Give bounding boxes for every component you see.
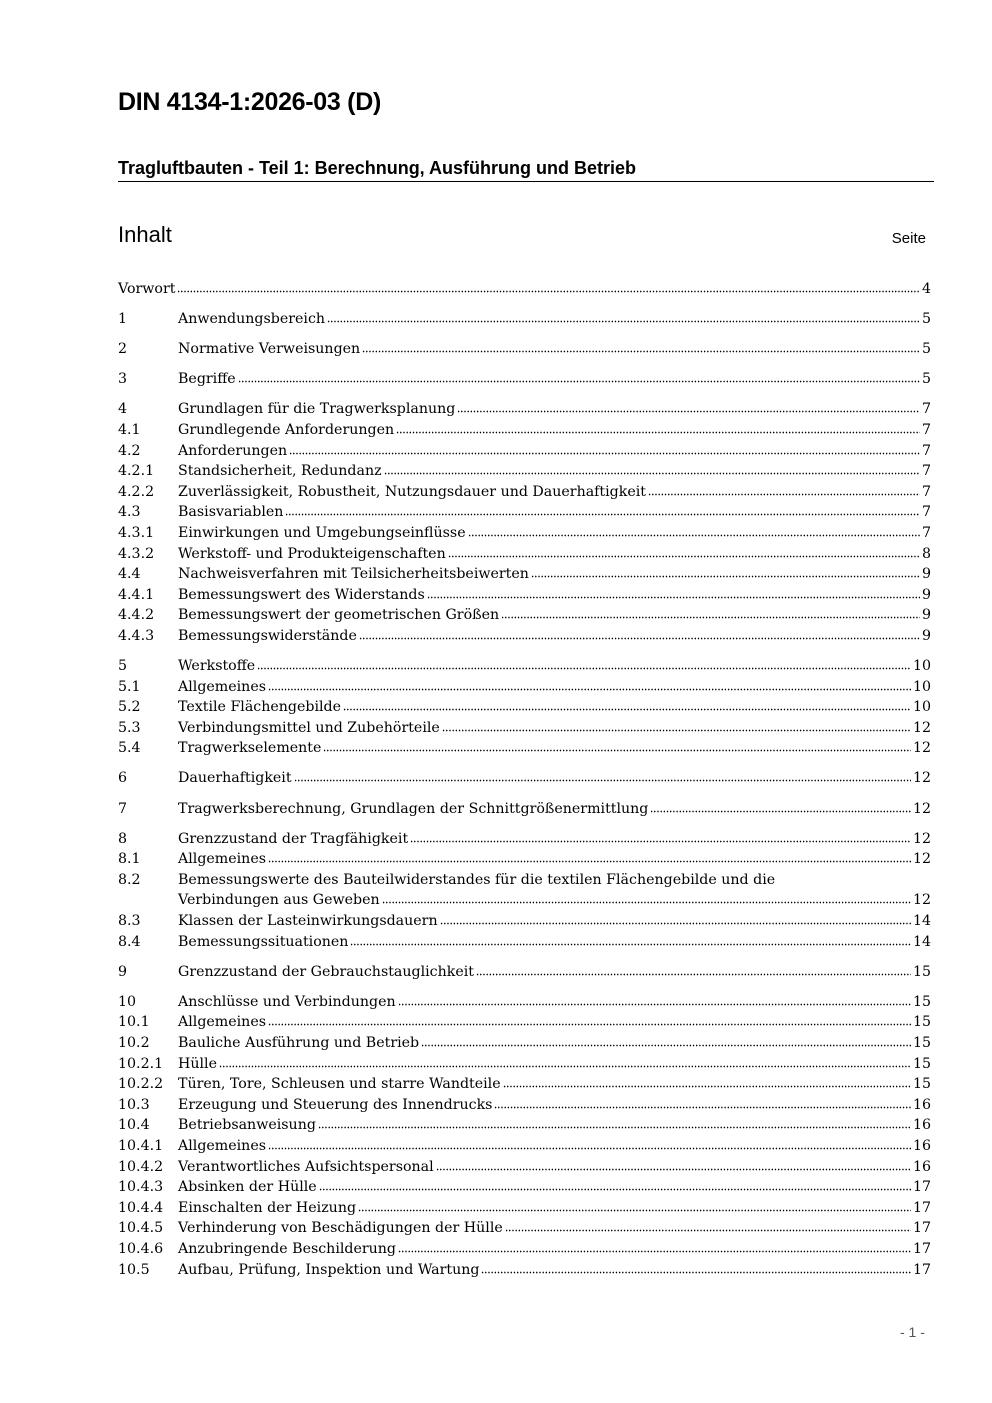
toc-entry-number: 10.1	[118, 1014, 150, 1031]
toc-entry-page: 15	[912, 1055, 931, 1072]
toc-entry-title: Bauliche Ausführung und Betrieb	[178, 1035, 420, 1051]
dot-leader	[382, 892, 911, 904]
toc-entry-page: 4	[921, 281, 931, 297]
toc-entry-page: 16	[912, 1117, 931, 1134]
toc-entry[interactable]	[118, 768, 931, 789]
toc-entry-title: Standsicherheit, Redundanz	[178, 463, 382, 480]
toc-entry-page: 8	[921, 545, 931, 562]
toc-entry-number: 10.3	[118, 1096, 150, 1113]
toc-entry-page: 14	[912, 913, 931, 930]
toc-entry[interactable]	[118, 605, 931, 626]
toc-entry[interactable]	[118, 399, 931, 420]
dot-leader	[285, 504, 920, 516]
toc-entry-number: 8	[118, 830, 128, 847]
toc-entry-title: Anwendungsbereich	[178, 311, 326, 328]
toc-entry-number: 5.3	[118, 719, 141, 736]
dot-leader	[268, 851, 911, 863]
toc-entry[interactable]	[118, 369, 931, 390]
toc-entry-number: 5.1	[118, 678, 141, 695]
toc-entry-title: Allgemeines	[178, 678, 266, 695]
toc-entry[interactable]	[118, 339, 931, 360]
toc-entry[interactable]	[118, 1033, 931, 1054]
toc-entry-number: 4.3.2	[118, 545, 155, 562]
toc-entry-page: 10	[912, 658, 931, 674]
toc-entry-title: Türen, Tore, Schleusen und starre Wandteile	[178, 1076, 501, 1093]
toc-entry-title: Bemessungswiderstände	[178, 627, 357, 644]
toc-entry[interactable]	[118, 1054, 931, 1075]
toc-entry-number: 5.2	[118, 699, 141, 716]
toc-entry-number: 4.4	[118, 566, 141, 583]
toc-entry-page: 7	[921, 463, 931, 480]
toc-entry[interactable]	[118, 1218, 931, 1239]
toc-page-label: Seite	[891, 230, 926, 247]
toc-entry-number: 7	[118, 800, 128, 817]
document-id: DIN 4134-1:2026-03 (D)	[118, 88, 381, 116]
dot-leader	[268, 1138, 911, 1150]
dot-leader	[501, 607, 920, 619]
toc-entry[interactable]	[118, 482, 931, 503]
dot-leader	[327, 311, 920, 323]
dot-leader	[358, 1200, 911, 1212]
toc-entry-number: 8.3	[118, 913, 141, 930]
toc-entry[interactable]	[118, 523, 931, 544]
toc-entry-number: 5	[118, 658, 128, 674]
dot-leader	[448, 546, 920, 558]
dot-leader	[494, 1097, 910, 1109]
toc-entry-page: 7	[921, 442, 931, 459]
toc-entry-title: Anschlüsse und Verbindungen	[178, 993, 396, 1010]
dot-leader	[384, 463, 920, 475]
toc-entry-page: 10	[912, 678, 931, 695]
dot-leader	[343, 699, 911, 711]
toc-entry-title: Verbindungsmittel und Zubehörteile	[178, 719, 440, 736]
toc-entry[interactable]	[118, 849, 931, 870]
toc-entry-page: 15	[912, 1076, 931, 1093]
toc-entry[interactable]	[118, 1198, 931, 1219]
dot-leader	[648, 484, 920, 496]
toc-entry-title: Hülle	[178, 1055, 217, 1072]
toc-entry-title: Grenzzustand der Gebrauchstauglichkeit	[178, 963, 474, 980]
dot-leader	[219, 1056, 911, 1068]
toc-entry-number: 4.1	[118, 421, 141, 438]
toc-entry-title: Grenzzustand der Tragfähigkeit	[178, 830, 409, 847]
dot-leader	[505, 1220, 911, 1232]
toc-entry-page: 15	[912, 963, 931, 980]
toc-entry[interactable]	[118, 911, 931, 932]
toc-entry-title: Grundlegende Anforderungen	[178, 421, 395, 438]
toc-entry-number: 9	[118, 963, 128, 980]
toc-entry-number: 10.4.5	[118, 1220, 164, 1237]
toc-entry-page: 17	[912, 1261, 931, 1278]
dot-leader	[289, 443, 920, 455]
toc-entry-number: 4.2.2	[118, 483, 155, 500]
toc-entry-number: 10.4	[118, 1117, 150, 1134]
toc-entry[interactable]	[118, 1177, 931, 1198]
toc-entry-number: 4.4.1	[118, 586, 155, 603]
toc-entry-title: Dauerhaftigkeit	[178, 770, 292, 787]
dot-leader	[238, 371, 920, 383]
toc-entry-title: Anzubringende Beschilderung	[178, 1240, 397, 1257]
toc-entry-number: 5.4	[118, 740, 141, 757]
toc-entry-number: 4	[118, 401, 128, 418]
table-of-contents	[118, 279, 931, 1280]
dot-leader	[427, 587, 920, 599]
toc-header	[118, 222, 926, 252]
toc-entry[interactable]	[118, 697, 931, 718]
toc-entry-number: 1	[118, 311, 128, 328]
dot-leader	[442, 720, 911, 732]
toc-entry-title: Klassen der Lasteinwirkungsdauern	[178, 913, 438, 930]
toc-entry-title: Vorwort	[118, 281, 176, 297]
toc-entry-number: 8.4	[118, 933, 141, 950]
toc-entry-page: 12	[912, 892, 931, 909]
toc-entry-title: Normative Verweisungen	[178, 341, 361, 358]
toc-entry-number: 10.4.3	[118, 1179, 164, 1196]
toc-entry[interactable]	[118, 992, 931, 1013]
toc-entry-number: 10.2.2	[118, 1076, 164, 1093]
toc-entry-page: 12	[912, 800, 931, 817]
dot-leader	[318, 1117, 911, 1129]
dot-leader	[440, 913, 911, 925]
page-number: - 1 -	[900, 1324, 925, 1340]
dot-leader	[398, 994, 911, 1006]
dot-leader	[359, 628, 920, 640]
toc-entry-title: Begriffe	[178, 371, 236, 388]
toc-entry-number: 4.2	[118, 442, 141, 459]
toc-entry[interactable]	[118, 309, 931, 330]
toc-entry-title: Werkstoff- und Produkteigenschaften	[178, 545, 446, 562]
toc-entry-number: 2	[118, 341, 128, 358]
toc-entry-number: 3	[118, 371, 128, 388]
toc-entry-title: Tragwerkselemente	[178, 740, 322, 757]
toc-entry[interactable]	[118, 738, 931, 759]
toc-entry-number: 10.5	[118, 1261, 150, 1278]
toc-entry-title: Erzeugung und Steuerung des Innendrucks	[178, 1096, 493, 1113]
toc-entry-number: 10.2	[118, 1035, 150, 1051]
toc-entry-number: 4.4.2	[118, 607, 155, 624]
toc-entry-page: 16	[912, 1096, 931, 1113]
toc-entry[interactable]	[118, 1095, 931, 1116]
toc-entry-number: 10.4.6	[118, 1240, 164, 1257]
toc-entry-page: 5	[921, 371, 931, 388]
toc-entry-title: Allgemeines	[178, 851, 266, 868]
dot-leader	[481, 1262, 910, 1274]
toc-entry-title: Betriebsanweisung	[178, 1117, 316, 1134]
toc-entry-page: 9	[921, 566, 931, 583]
toc-entry-title: Bemessungswert des Widerstands	[178, 586, 425, 603]
dot-leader	[410, 831, 911, 843]
toc-entry-number: 10.2.1	[118, 1055, 164, 1072]
toc-heading: Inhalt	[118, 222, 172, 247]
toc-entry-title: Einwirkungen und Umgebungseinflüsse	[178, 524, 466, 541]
dot-leader	[421, 1035, 911, 1047]
toc-entry-page: 10	[912, 699, 931, 716]
toc-entry-page: 16	[912, 1137, 931, 1154]
toc-entry-title: Allgemeines	[178, 1137, 266, 1154]
toc-entry-page: 12	[912, 770, 931, 787]
toc-entry-page: 12	[912, 740, 931, 757]
toc-entry-title: Absinken der Hülle	[178, 1179, 317, 1196]
toc-entry-page: 12	[912, 851, 931, 868]
toc-entry[interactable]	[118, 1157, 931, 1178]
toc-entry-title: Allgemeines	[178, 1014, 266, 1031]
toc-entry-page: 7	[921, 524, 931, 541]
toc-entry-page: 12	[912, 719, 931, 736]
dot-leader	[398, 1241, 911, 1253]
toc-entry-title: Verbindungen aus Geweben	[178, 892, 380, 909]
dot-leader	[350, 934, 911, 946]
toc-entry-title: Einschalten der Heizung	[178, 1199, 357, 1216]
toc-entry-page: 14	[912, 933, 931, 950]
toc-entry-number: 10.4.2	[118, 1158, 164, 1175]
toc-entry[interactable]	[118, 441, 931, 462]
toc-entry[interactable]	[118, 962, 931, 983]
toc-entry-number: 4.2.1	[118, 463, 155, 480]
dot-leader	[503, 1076, 911, 1088]
dot-leader	[362, 341, 920, 353]
toc-entry-page: 9	[921, 607, 931, 624]
toc-entry-page: 17	[912, 1199, 931, 1216]
toc-entry-title: Werkstoffe	[178, 658, 256, 674]
toc-entry-page: 17	[912, 1220, 931, 1237]
toc-entry-title: Tragwerksberechnung, Grundlagen der Schnittgrößenermittlung	[178, 800, 649, 817]
toc-entry-title: Bemessungssituationen	[178, 933, 349, 950]
toc-entry-title: Basisvariablen	[178, 504, 284, 521]
document-title: Tragluftbauten - Teil 1: Berechnung, Ausführung und Betrieb	[118, 158, 934, 182]
toc-entry[interactable]	[118, 1136, 931, 1157]
toc-entry[interactable]	[118, 502, 931, 523]
toc-entry-page: 9	[921, 627, 931, 644]
dot-leader	[396, 422, 920, 434]
toc-entry-page: 9	[921, 586, 931, 603]
toc-entry-number: 6	[118, 770, 128, 787]
toc-entry-page: 15	[912, 1035, 931, 1051]
dot-leader	[177, 281, 920, 293]
toc-entry-page: 7	[921, 504, 931, 521]
toc-entry[interactable]	[118, 677, 931, 698]
toc-entry[interactable]	[118, 420, 931, 441]
toc-entry-title: Zuverlässigkeit, Robustheit, Nutzungsdauer und Dauerhaftigkeit	[178, 483, 646, 500]
dot-leader	[468, 525, 920, 537]
toc-entry-title: Aufbau, Prüfung, Inspektion und Wartung	[178, 1261, 480, 1278]
toc-entry-page: 15	[912, 1014, 931, 1031]
toc-entry-page: 17	[912, 1179, 931, 1196]
toc-entry-page: 17	[912, 1240, 931, 1257]
toc-entry-title: Grundlagen für die Tragwerksplanung	[178, 401, 456, 418]
toc-entry-page: 7	[921, 401, 931, 418]
dot-leader	[294, 770, 911, 782]
toc-entry-page: 15	[912, 993, 931, 1010]
toc-entry-number: 10.4.1	[118, 1137, 164, 1154]
toc-entry[interactable]	[118, 829, 931, 850]
toc-entry-page: 7	[921, 483, 931, 500]
toc-entry-page: 5	[921, 341, 931, 358]
toc-entry[interactable]	[118, 279, 931, 300]
toc-entry-number: 10	[118, 993, 137, 1010]
toc-entry-title: Nachweisverfahren mit Teilsicherheitsbeiwerten	[178, 566, 529, 583]
toc-entry-title-line1: Bemessungswerte des Bauteilwiderstandes für die textilen Flächengebilde und die	[178, 871, 776, 888]
toc-entry[interactable]	[118, 626, 931, 647]
toc-entry-page: 7	[921, 421, 931, 438]
toc-entry-title: Bemessungswert der geometrischen Größen	[178, 607, 500, 624]
toc-entry[interactable]	[118, 870, 931, 911]
toc-entry-number: 10.4.4	[118, 1199, 164, 1216]
toc-entry-title: Verantwortliches Aufsichtspersonal	[178, 1158, 434, 1175]
dot-leader	[457, 401, 920, 413]
dot-leader	[531, 566, 920, 578]
toc-entry[interactable]	[118, 799, 931, 820]
toc-entry[interactable]	[118, 1074, 931, 1095]
toc-entry-number: 4.3	[118, 504, 141, 521]
toc-entry[interactable]	[118, 564, 931, 585]
dot-leader	[476, 964, 911, 976]
dot-leader	[257, 658, 911, 670]
toc-entry[interactable]	[118, 1260, 931, 1281]
toc-entry[interactable]	[118, 544, 931, 565]
toc-entry-title: Textile Flächengebilde	[178, 699, 342, 716]
toc-entry-number: 8.2	[118, 871, 141, 888]
dot-leader	[268, 679, 911, 691]
toc-entry-page: 5	[921, 311, 931, 328]
toc-entry-title: Verhinderung von Beschädigungen der Hülle	[178, 1220, 503, 1237]
toc-entry[interactable]	[118, 1012, 931, 1033]
dot-leader	[268, 1014, 911, 1026]
dot-leader	[319, 1179, 911, 1191]
toc-entry-number: 4.4.3	[118, 627, 155, 644]
toc-entry-page: 16	[912, 1158, 931, 1175]
toc-entry[interactable]	[118, 656, 931, 677]
toc-entry-number: 4.3.1	[118, 524, 155, 541]
toc-entry[interactable]	[118, 585, 931, 606]
toc-entry-page: 12	[912, 830, 931, 847]
toc-entry[interactable]	[118, 461, 931, 482]
toc-entry-number: 8.1	[118, 851, 141, 868]
dot-leader	[323, 740, 911, 752]
dot-leader	[436, 1159, 911, 1171]
toc-entry[interactable]	[118, 1239, 931, 1260]
toc-entry-title: Anforderungen	[178, 442, 288, 459]
toc-entry[interactable]	[118, 1115, 931, 1136]
toc-entry[interactable]	[118, 932, 931, 953]
toc-entry[interactable]	[118, 718, 931, 739]
dot-leader	[650, 801, 911, 813]
